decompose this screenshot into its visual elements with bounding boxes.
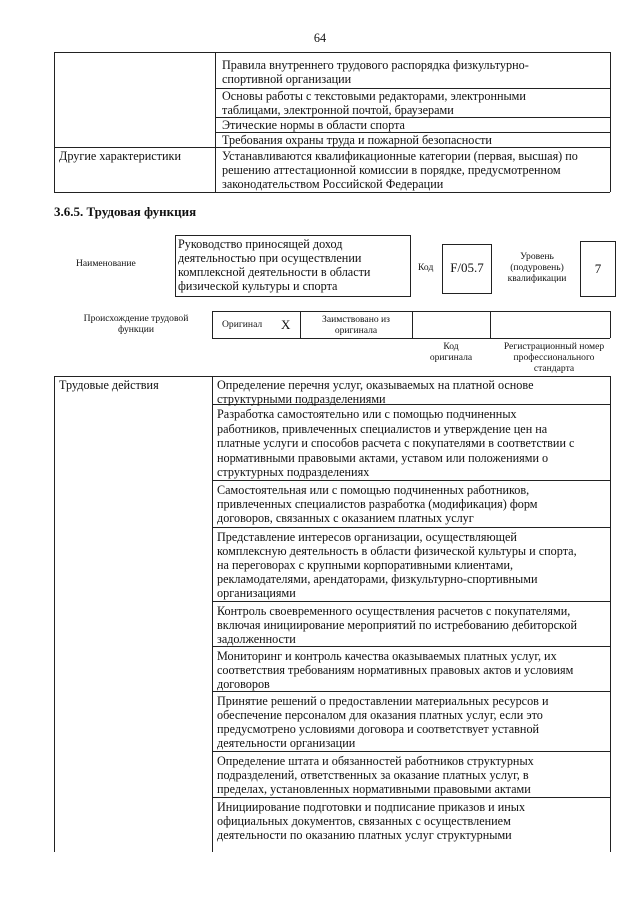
actions-label: Трудовые действия — [59, 378, 159, 392]
reg-number-label: Регистрационный номер профессионального стандарта — [503, 341, 605, 374]
action-item: Определение перечня услуг, оказываемых на платной основе структурными подразделениями — [217, 378, 534, 406]
knowledge-item: Этические нормы в области спорта — [222, 118, 405, 132]
function-name-value: Руководство приносящей доход деятельностью при осуществлении комплексной деятельности в области физической культуры и спорта — [178, 237, 371, 293]
action-item: Принятие решений о предоставлении материальных ресурсов и обеспечение персоналом для оказания платных услуг, если это предусмотрено условиями договора и соответствует уставной деятельности организации — [217, 694, 549, 750]
action-item: Определение штата и обязанностей работников структурных подразделений, ответственных за оказание платных услуг, в пределах, установленных нормативными правовыми актами — [217, 754, 534, 796]
original-mark: X — [281, 317, 291, 332]
code-value: F/05.7 — [450, 260, 484, 275]
action-item: Инициирование подготовки и подписание приказов и иных официальных документов, связанных с осуществлением деятельности по оказанию платных услуг структурными — [217, 800, 526, 842]
code-label: Код — [418, 262, 434, 273]
action-item: Представление интересов организации, осуществляющей комплексную деятельность в области физической культуры и спорта, на переговорах с крупными корпоративными клиентами, рекламодателями, арендаторами, физкультурно-спортивными организациями — [217, 530, 577, 600]
code-original-label: Код оригинала — [429, 341, 473, 363]
knowledge-item: Правила внутреннего трудового распорядка физкультурно- спортивной организации — [222, 58, 529, 86]
level-value: 7 — [594, 261, 602, 276]
original-label: Оригинал — [222, 319, 263, 330]
action-item: Контроль своевременного осуществления расчетов с покупателями, включая инициирование мероприятий по истребованию дебиторской задолженности — [217, 604, 577, 646]
other-characteristics-label: Другие характеристики — [59, 149, 181, 163]
action-item: Мониторинг и контроль качества оказываемых платных услуг, их соответствия требованиям нормативных правовых актов и условиям договоров — [217, 649, 574, 691]
knowledge-item: Основы работы с текстовыми редакторами, электронными таблицами, электронной почтой, браузерами — [222, 89, 526, 117]
action-item: Разработка самостоятельно или с помощью подчиненных работников, привлеченных специалистов и утверждение цен на платные услуги и способов расчета с покупателями в соответствии с нормативными правовыми актами, уставом или положениями о структурных подразделениях — [217, 407, 575, 480]
name-label: Наименование — [76, 258, 136, 269]
origin-label: Происхождение трудовой функции — [83, 313, 189, 335]
action-item: Самостоятельная или с помощью подчиненных работников, привлеченных специалистов разработка (модификация) форм договоров, связанных с оказанием платных услуг — [217, 483, 538, 525]
knowledge-item: Требования охраны труда и пожарной безопасности — [222, 133, 492, 147]
borrowed-label: Заимствовано из оригинала — [322, 314, 390, 336]
other-characteristics-value: Устанавливаются квалификационные категории (первая, высшая) по решению аттестационной комиссии в порядке, предусмотренном законодательством Российской Федерации — [222, 149, 578, 191]
section-heading: 3.6.5. Трудовая функция — [54, 204, 197, 219]
page-number: 64 — [313, 31, 327, 45]
level-label: Уровень (подуровень) квалификации — [507, 251, 567, 284]
